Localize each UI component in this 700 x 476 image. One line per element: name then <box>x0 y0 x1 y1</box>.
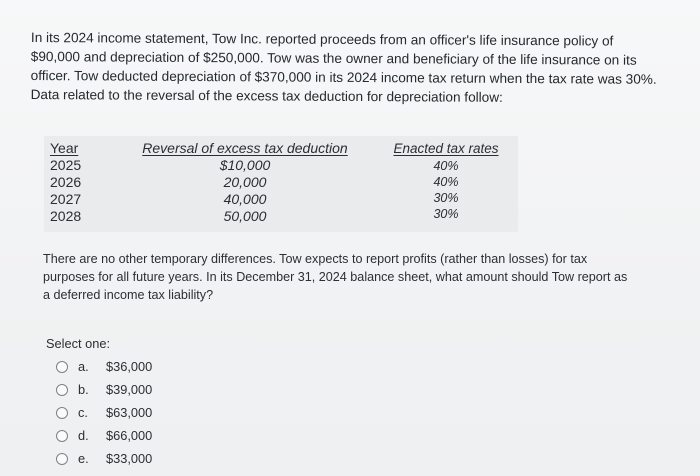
rate-cell: 40% <box>433 159 459 173</box>
rate-header: Enacted tax rates <box>393 141 499 156</box>
option-value: $33,000 <box>106 451 153 466</box>
answer-option-c[interactable] <box>56 401 152 424</box>
option-letter: d. <box>78 428 89 443</box>
answer-options <box>56 355 152 470</box>
year-cell: 2028 <box>50 208 82 224</box>
option-value: $36,000 <box>106 359 153 374</box>
option-value: $39,000 <box>106 382 153 397</box>
question-line: a deferred income tax liability? <box>43 288 214 302</box>
answer-option-b[interactable] <box>56 378 152 401</box>
radio-button[interactable] <box>56 453 68 465</box>
rate-cell: 40% <box>433 175 459 189</box>
answer-option-e[interactable] <box>56 447 152 470</box>
radio-button[interactable] <box>56 430 68 442</box>
rate-cell: 30% <box>433 191 459 205</box>
reversal-cell: 50,000 <box>223 208 267 224</box>
year-cell: 2027 <box>50 191 82 207</box>
intro-line: Data related to the reversal of the excess tax deduction for depreciation follow: <box>30 86 503 105</box>
question-line: There are no other temporary differences. Tow expects to report profits (rather than losses) for tax <box>43 252 588 266</box>
option-letter: a. <box>78 359 89 374</box>
reversal-cell: 40,000 <box>223 191 267 207</box>
year-header: Year <box>50 140 79 156</box>
year-column <box>50 140 81 225</box>
reversal-header: Reversal of excess tax deduction <box>142 140 348 156</box>
select-label: Select one: <box>46 336 111 351</box>
reversal-cell: $10,000 <box>219 157 271 173</box>
radio-button[interactable] <box>56 384 68 396</box>
rate-cell: 30% <box>433 207 459 221</box>
reversal-table <box>44 136 518 232</box>
radio-button[interactable] <box>56 407 68 419</box>
option-value: $66,000 <box>106 428 153 443</box>
option-letter: c. <box>78 405 88 420</box>
option-value: $63,000 <box>106 405 153 420</box>
intro-line: In its 2024 income statement, Tow Inc. reported proceeds from an officer's life insurance policy of <box>30 29 614 49</box>
year-cell: 2025 <box>50 157 82 173</box>
reversal-column <box>132 140 358 225</box>
radio-button[interactable] <box>56 361 68 373</box>
problem-intro <box>31 28 681 108</box>
rate-column <box>390 140 502 222</box>
answer-option-d[interactable] <box>56 424 152 447</box>
intro-line: officer. Tow deducted depreciation of $370,000 in its 2024 income tax return when the tax rate was 30%. <box>30 67 657 87</box>
option-letter: b. <box>78 382 89 397</box>
question-line: purposes for all future years. In its December 31, 2024 balance sheet, what amount should Tow report as <box>43 270 628 284</box>
question-text <box>43 250 673 304</box>
year-cell: 2026 <box>50 174 82 190</box>
option-letter: e. <box>78 451 89 466</box>
answer-option-a[interactable] <box>56 355 152 378</box>
intro-line: $90,000 and depreciation of $250,000. Tow was the owner and beneficiary of the life insurance on its <box>30 48 637 68</box>
reversal-cell: 20,000 <box>223 174 267 190</box>
